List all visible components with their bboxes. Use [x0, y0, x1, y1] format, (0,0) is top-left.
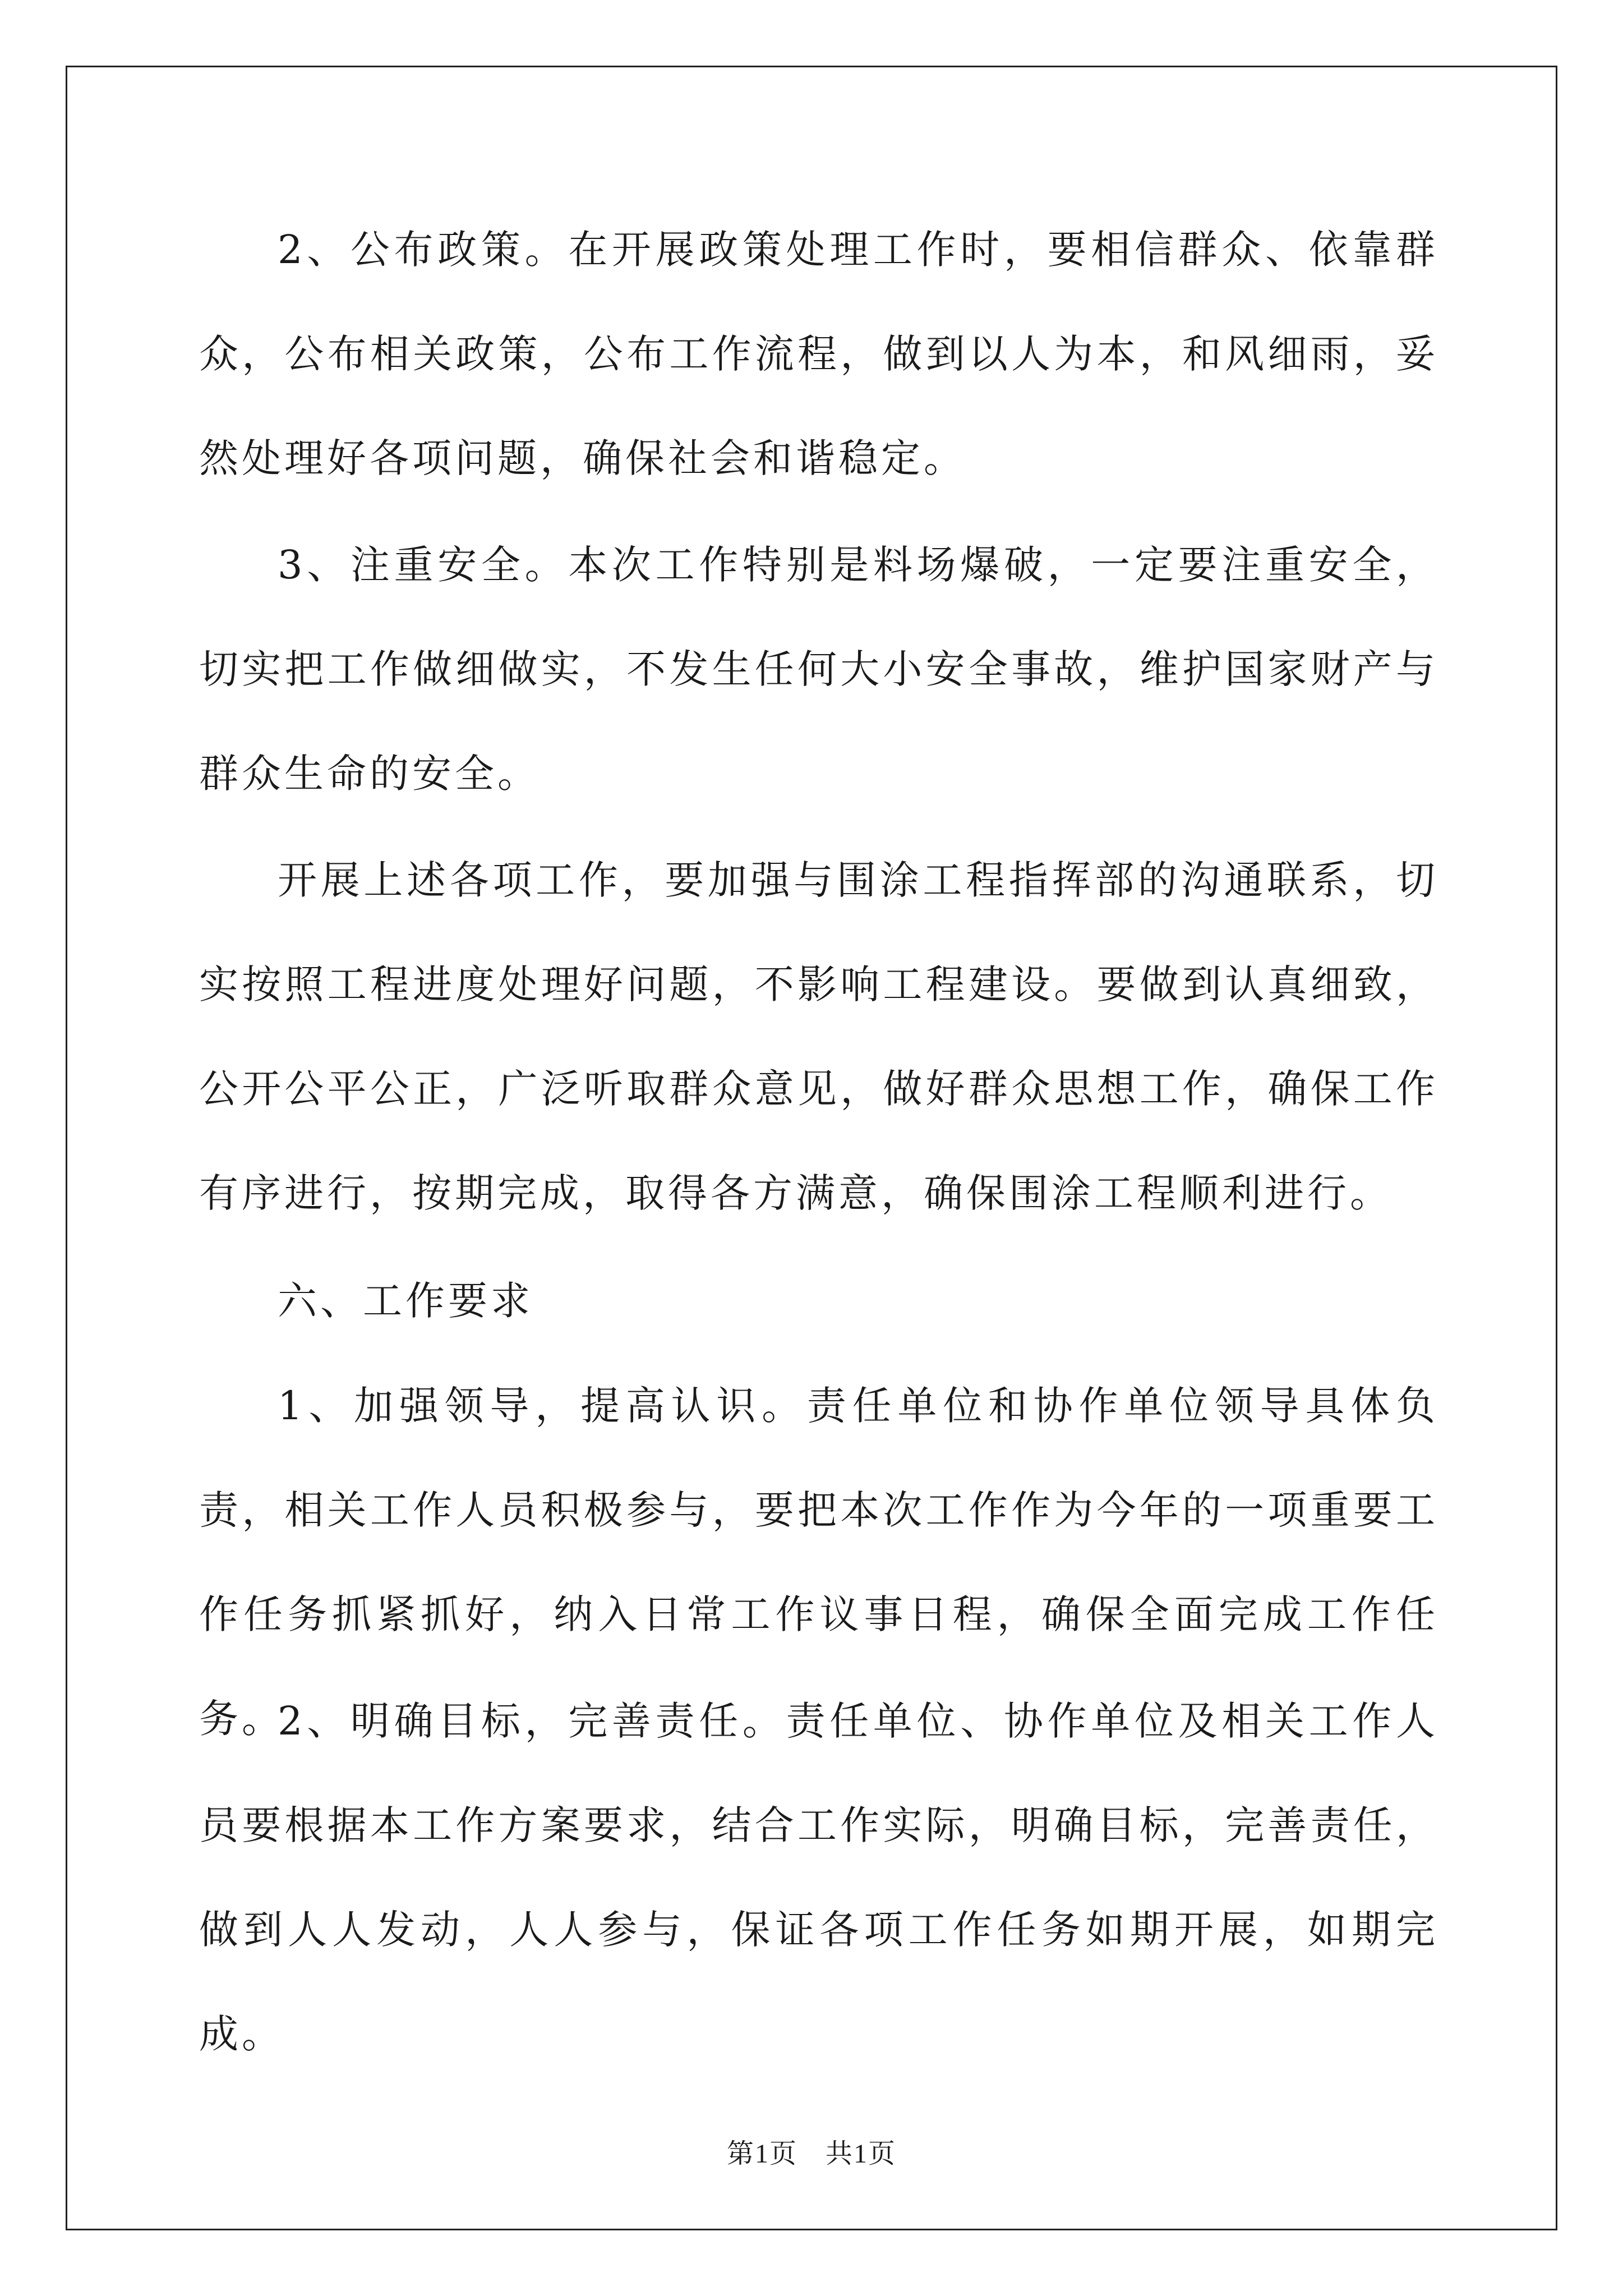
page-total: 共1页	[826, 2139, 897, 2169]
paragraph-work-coordination: 开展上述各项工作，要加强与围涂工程指挥部的沟通联系，切实按照工程进度处理好问题，不影响工程建设。要做到认真细致，公开公平公正，广泛听取群众意见，做好群众思想工作，确保工作有序进行，按期完成，取得各方满意，确保围涂工程顺利进行。	[199, 857, 1438, 1216]
page-footer	[0, 2132, 1623, 2170]
page-number: 第1页	[726, 2139, 797, 2169]
paragraph-leadership: 1、加强领导，提高认识。责任单位和协作单位领导具体负责，相关工作人员积极参与，要把本次工作作为今年的一项重要工作任务抓紧抓好，纳入日常工作议事日程，确保全面完成工作任务。	[199, 1383, 1438, 1742]
section-heading-work-requirements: 六、工作要求	[278, 1278, 533, 1324]
paragraph-public-policy: 2、公布政策。在开展政策处理工作时，要相信群众、依靠群众，公布相关政策，公布工作流程，做到以人为本，和风细雨，妥然处理好各项问题，确保社会和谐稳定。	[199, 227, 1438, 481]
paragraph-safety: 3、注重安全。本次工作特别是料场爆破，一定要注重安全，切实把工作做细做实，不发生任何大小安全事故，维护国家财产与群众生命的安全。	[199, 542, 1438, 797]
paragraph-goals: 2、明确目标，完善责任。责任单位、协作单位及相关工作人员要根据本工作方案要求，结合工作实际，明确目标，完善责任，做到人人发动，人人参与，保证各项工作任务如期开展，如期完成。	[199, 1698, 1438, 2057]
